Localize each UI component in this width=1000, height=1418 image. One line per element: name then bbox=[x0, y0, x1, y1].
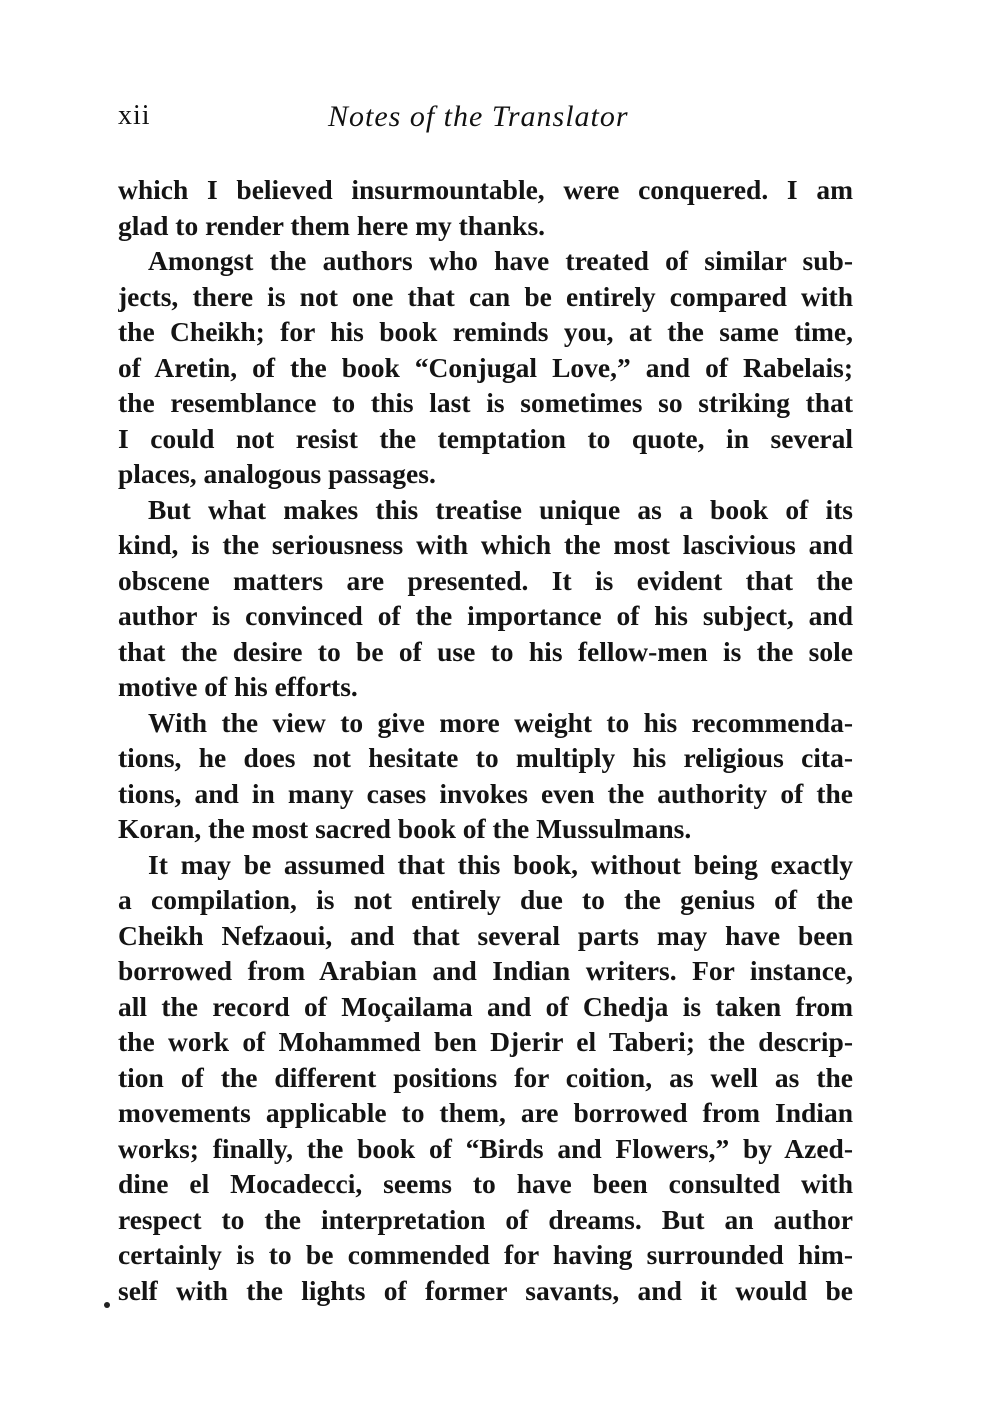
text-line: Koran, the most sacred book of the Mussulmans. bbox=[118, 813, 692, 844]
text-line: all the record of Moçailama and of Chedja is taken from bbox=[118, 990, 853, 1022]
text-line: movements applicable to them, are borrowed from Indian bbox=[118, 1097, 853, 1128]
text-line: certainly is to be commended for having surrounded him- bbox=[118, 1239, 853, 1270]
text-line: obscene matters are presented. It is evident that the bbox=[118, 564, 853, 596]
text-line: borrowed from Arabian and Indian writers. For instance, bbox=[118, 955, 853, 986]
text-line: tions, and in many cases invokes even the authority of the bbox=[118, 777, 853, 809]
text-line: tion of the different positions for coition, as well as the bbox=[118, 1061, 853, 1093]
text-line: But what makes this treatise unique as a book of its bbox=[148, 493, 853, 525]
text-line: Amongst the authors who have treated of similar sub- bbox=[148, 245, 853, 276]
text-line: the work of Mohammed ben Djerir el Taberi; the descrip- bbox=[118, 1026, 853, 1057]
running-title: Notes of the Translator bbox=[328, 100, 629, 133]
text-line: jects, there is not one that can be entirely compared with bbox=[118, 280, 853, 312]
ink-speck bbox=[104, 1302, 110, 1308]
text-line: places, analogous passages. bbox=[118, 458, 436, 489]
text-line: kind, is the seriousness with which the most lascivious and bbox=[118, 529, 853, 560]
text-line: of Aretin, of the book “Conjugal Love,” and of Rabelais; bbox=[118, 351, 853, 383]
text-line: the resemblance to this last is sometimes so striking that bbox=[118, 387, 853, 418]
text-line: respect to the interpretation of dreams. But an author bbox=[118, 1203, 853, 1235]
text-line: tions, he does not hesitate to multiply his religious cita- bbox=[118, 742, 853, 773]
text-line: the Cheikh; for his book reminds you, at the same time, bbox=[118, 316, 853, 347]
text-line: It may be assumed that this book, without being exactly bbox=[148, 848, 853, 880]
text-line: author is convinced of the importance of his subject, and bbox=[118, 600, 853, 631]
running-header bbox=[118, 100, 853, 144]
text-line: With the view to give more weight to his recommenda- bbox=[148, 706, 853, 738]
text-line: glad to render them here my thanks. bbox=[118, 209, 546, 241]
page-number: xii bbox=[118, 100, 151, 131]
text-line: Cheikh Nefzaoui, and that several parts may have been bbox=[118, 919, 853, 951]
text-line: motive of his efforts. bbox=[118, 671, 358, 702]
text-line: self with the lights of former savants, and it would be bbox=[118, 1274, 853, 1306]
text-line: I could not resist the temptation to quote, in several bbox=[118, 422, 853, 454]
text-line: works; finally, the book of “Birds and Flowers,” by Azed- bbox=[118, 1132, 853, 1164]
text-line: a compilation, is not entirely due to the genius of the bbox=[118, 884, 853, 915]
text-line: dine el Mocadecci, seems to have been consulted with bbox=[118, 1168, 853, 1199]
text-line: that the desire to be of use to his fellow-men is the sole bbox=[118, 635, 853, 667]
text-line: which I believed insurmountable, were conquered. I am bbox=[118, 174, 853, 205]
body-text bbox=[118, 172, 853, 1308]
